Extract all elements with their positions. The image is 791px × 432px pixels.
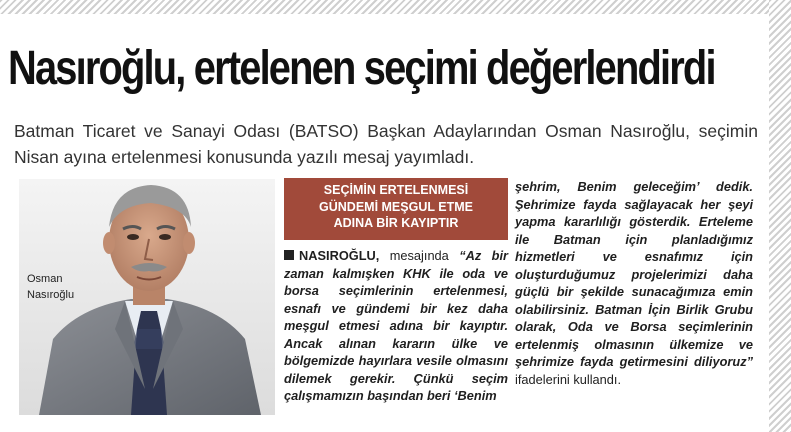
- caption-line: Nasıroğlu: [27, 289, 75, 301]
- quote-text-continued: şehrim, Benim geleceğim’ dedik. Şehrimize fayda sağlayacak her şeyi yapma kararlılığı gösterdik. Erteleme ile Batman için planladığımız hizmetleri ve esnafımız için oluşturduğumuz projelerimizi daha güçlü bir şekilde sunacağımıza emin olabilirsiniz. Batman İçin Birlik Grubu olarak, Oda ve Borsa seçimlerinin ertelenmiş olmasının ülkemize ve şehrimize fayda getirmesini diliyoruz”: [515, 179, 753, 369]
- bullet-square-icon: [284, 250, 294, 260]
- section-kicker: [284, 178, 508, 240]
- decorative-hatch-right: [769, 0, 791, 432]
- kicker-line: ADINA BİR KAYIPTIR: [333, 216, 459, 230]
- article-headline: Nasıroğlu, ertelenen seçimi değerlendirdi: [8, 42, 715, 95]
- decorative-hatch-top: [0, 0, 780, 14]
- article-body-column-2: [515, 178, 753, 388]
- lead-intro: mesajında: [379, 248, 460, 263]
- kicker-line: SEÇİMİN ERTELENMESİ: [323, 183, 469, 197]
- closing-text: ifadelerini kullandı.: [515, 371, 621, 387]
- caption-line: Osman: [27, 273, 63, 285]
- kicker-line: GÜNDEMİ MEŞGUL ETME: [319, 199, 473, 214]
- lead-name: NASIROĞLU,: [299, 248, 380, 263]
- quote-text: “Az bir zaman kalmışken KHK ile oda ve borsa seçimlerinin ertelenmesi, esnafı ve gündemi bir kez daha meşgul etmesi adına bir kayıptır. Ancak alınan kararın ülke ve bölgemizde hayırlara vesile olmasını dilemek gerekir. Çünkü seçim çalışmamızın başından beri ‘Benim: [284, 248, 508, 403]
- article-body-column-1: [284, 247, 508, 405]
- article-spot: Batman Ticaret ve Sanayi Odası (BATSO) Başkan Adaylarından Osman Nasıroğlu, seçimin Nisan ayına ertelenmesi konusunda yazılı mesaj yayımladı.: [14, 121, 758, 167]
- photo-caption: [27, 271, 105, 303]
